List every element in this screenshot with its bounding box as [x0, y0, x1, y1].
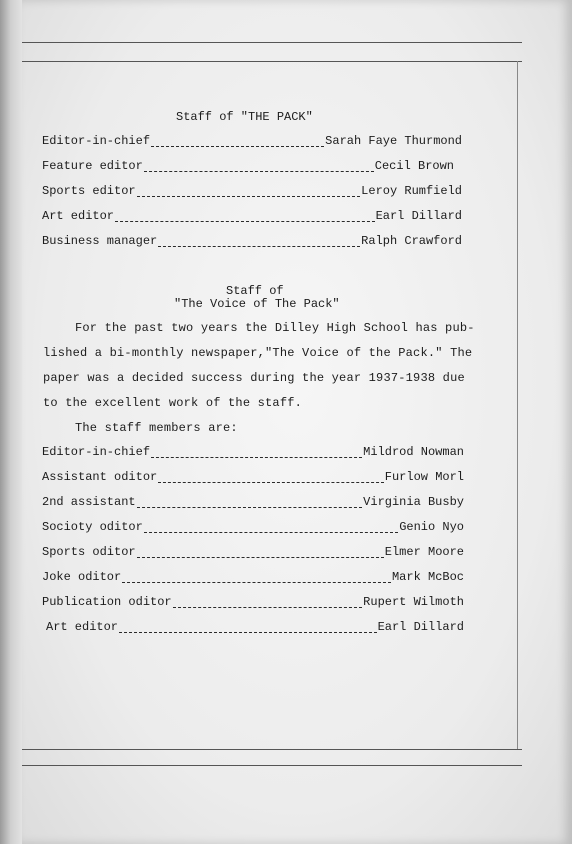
voice-staff-row [42, 545, 464, 561]
staff-role: Socioty oditor [42, 520, 143, 534]
staff-name: Sarah Faye Thurmond [325, 134, 462, 148]
voice-staff-title-line1: Staff of [226, 284, 284, 298]
dot-leader [173, 606, 363, 608]
voice-staff-row [42, 495, 464, 511]
dot-leader [151, 145, 324, 147]
staff-name: Genio Nyo [399, 520, 464, 534]
dot-leader [115, 220, 375, 222]
dot-leader [137, 506, 363, 508]
staff-role: Sports editor [42, 184, 136, 198]
dot-leader [158, 245, 360, 247]
top-rule-inner [22, 61, 522, 62]
staff-name: Elmer Moore [384, 545, 464, 559]
staff-role: Business manager [42, 234, 158, 248]
voice-staff-row [42, 445, 464, 461]
staff-name: Rupert Wilmoth [363, 595, 464, 609]
dot-leader [144, 170, 374, 172]
pack-staff-row [42, 209, 462, 225]
staff-name: Virginia Busby [363, 495, 464, 509]
staff-role: Publication oditor [42, 595, 172, 609]
dot-leader [158, 481, 384, 483]
pack-staff-row [42, 234, 462, 250]
voice-staff-row [42, 470, 464, 486]
staff-name: Mark McBoc [391, 570, 464, 584]
pack-staff-title: Staff of "THE PACK" [176, 110, 313, 124]
staff-role: Assistant oditor [42, 470, 158, 484]
dot-leader [122, 581, 391, 583]
voice-staff-row [42, 595, 464, 611]
staff-role: Art editor [42, 209, 115, 223]
voice-staff-row [42, 570, 464, 586]
pack-staff-row [42, 184, 462, 200]
voice-staff-title-line2: "The Voice of The Pack" [174, 297, 340, 311]
right-margin-rule [517, 61, 518, 749]
top-rule-outer [22, 42, 522, 43]
staff-name: Cecil Brown [374, 159, 454, 173]
staff-name: Mildrod Nowman [363, 445, 464, 459]
bottom-rule-inner [22, 749, 522, 750]
staff-name: Ralph Crawford [361, 234, 462, 248]
book-binding [0, 0, 24, 844]
voice-staff-row [46, 620, 464, 636]
staff-role: Joke oditor [42, 570, 122, 584]
staff-intro: The staff members are: [75, 421, 238, 435]
staff-name: Earl Dillard [377, 620, 464, 634]
staff-role: Editor-in-chief [42, 134, 151, 148]
pack-staff-row [42, 134, 462, 150]
pack-staff-row [42, 159, 454, 175]
paragraph-line: lished a bi-monthly newspaper,"The Voice of the Pack." The [43, 346, 473, 360]
staff-role: 2nd assistant [42, 495, 136, 509]
paragraph-line: to the excellent work of the staff. [43, 396, 303, 410]
dot-leader [151, 456, 362, 458]
voice-staff-row [42, 520, 464, 536]
dot-leader [119, 631, 377, 633]
dot-leader [137, 195, 361, 197]
staff-name: Earl Dillard [375, 209, 462, 223]
dot-leader [137, 556, 384, 558]
staff-role: Art editor [46, 620, 119, 634]
staff-name: Leroy Rumfield [361, 184, 462, 198]
staff-role: Sports oditor [42, 545, 136, 559]
paragraph-line: paper was a decided success during the year 1937-1938 due [43, 371, 465, 385]
bottom-rule-outer [22, 765, 522, 766]
staff-role: Feature editor [42, 159, 143, 173]
dot-leader [144, 531, 398, 533]
staff-name: Furlow Morl [384, 470, 464, 484]
staff-role: Editor-in-chief [42, 445, 151, 459]
paragraph-line: For the past two years the Dilley High School has pub- [75, 321, 475, 335]
